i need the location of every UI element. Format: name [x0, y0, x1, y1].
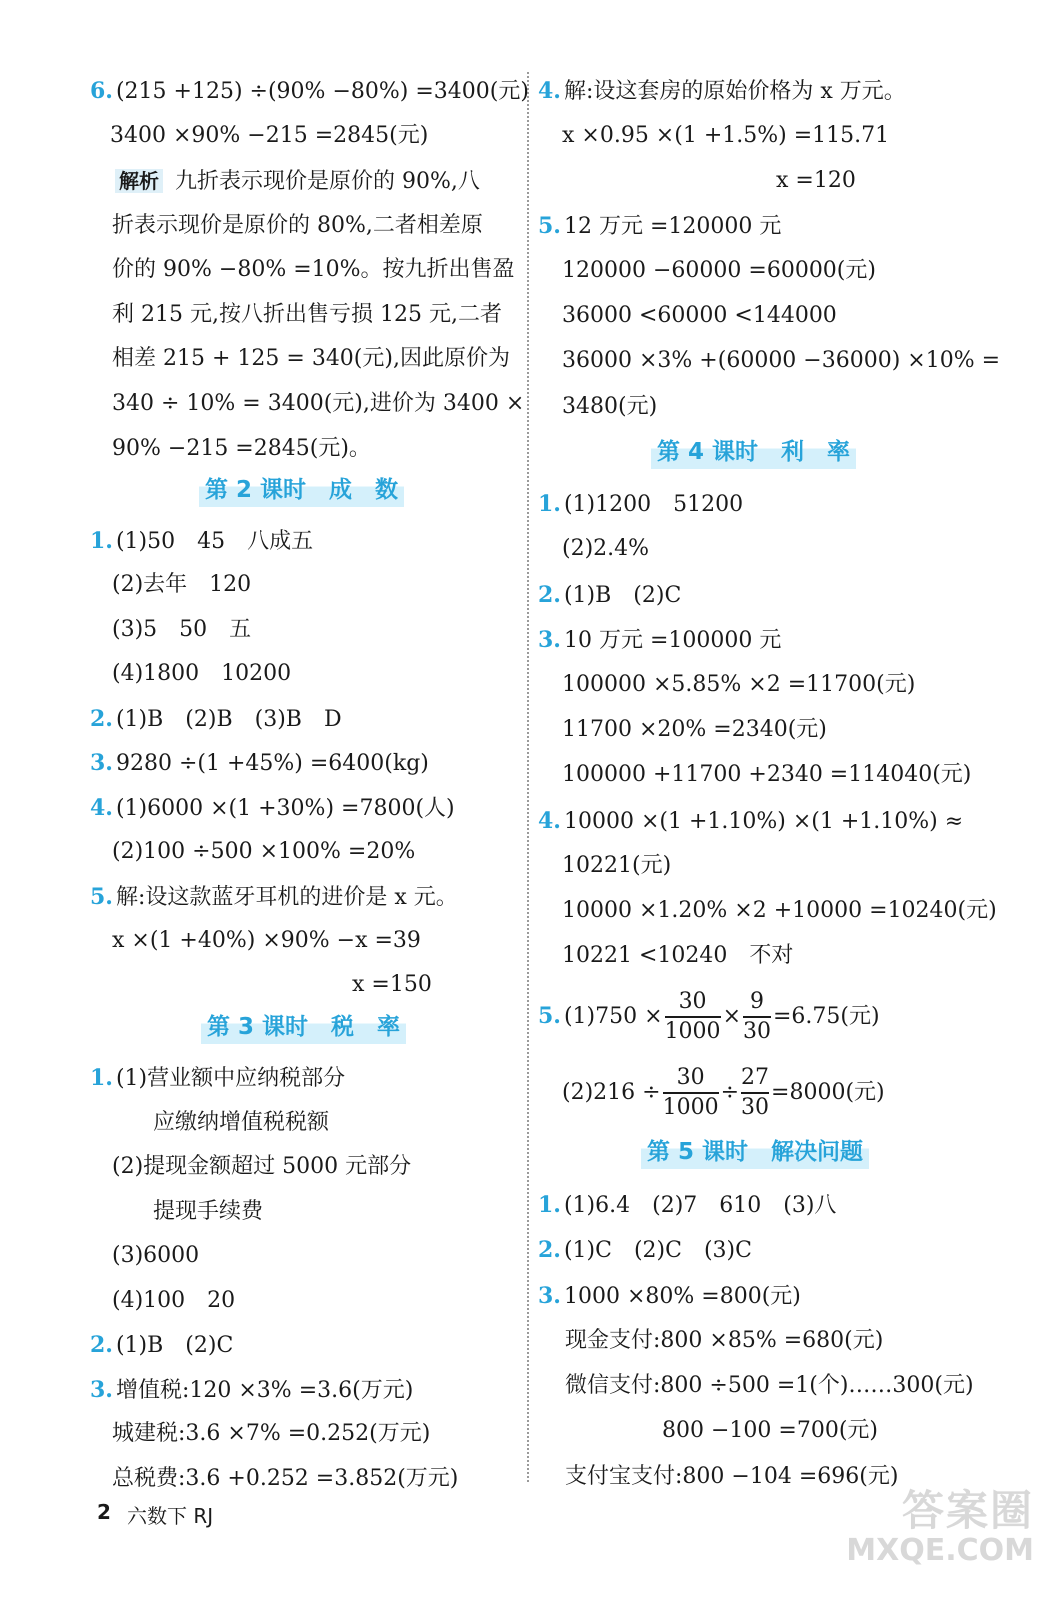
answer-line	[562, 534, 649, 564]
line-text: (2)100 ÷500 ×100% =20%	[112, 839, 416, 864]
question-number: 3.	[538, 627, 561, 653]
line-text: 11700 ×20% =2340(元)	[562, 717, 827, 742]
line-text: (1)营业额中应纳税部分	[115, 1066, 346, 1091]
line-text: (3)6000	[112, 1243, 200, 1268]
question-line	[538, 625, 781, 656]
line-text: (215 +125) ÷(90% −80%) =3400(元)	[115, 79, 529, 104]
question-line	[538, 580, 681, 611]
line-text: 1000 ×80% =800(元)	[563, 1284, 801, 1309]
denominator: 30	[741, 1092, 769, 1122]
answer-line	[112, 659, 291, 689]
section-title: 第 3 课时 税 率	[201, 1010, 406, 1044]
fraction	[741, 1064, 769, 1122]
numerator: 9	[750, 989, 764, 1014]
book-label: 六数下 RJ	[127, 1504, 214, 1528]
line-text: 90% −215 =2845(元)。	[112, 436, 371, 461]
answer-line	[562, 301, 837, 331]
line-text: 10 万元 =100000 元	[563, 628, 782, 653]
line-text: 现金支付:800 ×85% =680(元)	[565, 1328, 884, 1353]
denominator: 30	[743, 1016, 771, 1046]
question-number: 1.	[90, 528, 113, 554]
line-text: (2)去年 120	[112, 572, 252, 597]
column-divider	[527, 72, 529, 1482]
question-number: 4.	[538, 808, 561, 834]
line-text: 10000 ×(1 +1.10%) ×(1 +1.10%) ≈	[563, 809, 964, 834]
question-line	[90, 1063, 345, 1094]
answer-line	[562, 760, 971, 790]
answer-line	[112, 255, 515, 285]
question-number: 3.	[90, 750, 113, 776]
question-number: 5.	[90, 884, 113, 910]
line-text: 9280 ÷(1 +45%) =6400(kg)	[115, 751, 429, 776]
answer-line	[662, 1416, 878, 1446]
denominator: 1000	[665, 1016, 721, 1046]
line-text: (1)B (2)C	[563, 583, 682, 608]
line-text: 支付宝支付:800 −104 =696(元)	[565, 1464, 899, 1489]
line-text: (1)6000 ×(1 +30%) =7800(人)	[115, 796, 455, 821]
answer-line	[153, 1197, 263, 1227]
answer-line	[112, 211, 483, 241]
expression-part: =8000(元)	[771, 1080, 885, 1105]
line-text: (2)提现金额超过 5000 元部分	[112, 1154, 412, 1179]
answer-line	[112, 837, 415, 867]
answer-line	[565, 1371, 974, 1401]
question-number: 1.	[538, 1192, 561, 1218]
line-text: (1)C (2)C (3)C	[563, 1238, 752, 1263]
fraction-line	[562, 1063, 885, 1123]
line-text: 应缴纳增值税税额	[153, 1110, 330, 1135]
line-text: 36000 <60000 <144000	[562, 303, 837, 328]
fraction	[743, 988, 771, 1046]
answer-line	[562, 896, 997, 926]
line-text: 100000 +11700 +2340 =114040(元)	[562, 762, 972, 787]
line-text: 340 ÷ 10% = 3400(元),进价为 3400 ×	[112, 391, 525, 416]
analysis-tag: 解析	[115, 169, 163, 193]
answer-line	[115, 166, 480, 197]
question-line	[90, 882, 458, 913]
section-title: 第 5 课时 解决问题	[641, 1135, 869, 1169]
line-text: (1)50 45 八成五	[115, 529, 314, 554]
answer-line	[562, 256, 876, 286]
line-text: 36000 ×3% +(60000 −36000) ×10% =	[562, 348, 1001, 373]
question-line	[538, 489, 743, 520]
expression-part: (2)216 ÷	[562, 1080, 661, 1105]
operator: ÷	[720, 1080, 740, 1105]
question-line	[538, 1235, 752, 1266]
numerator: 30	[678, 989, 707, 1014]
answer-line	[112, 570, 251, 600]
line-text: 3480(元)	[562, 394, 658, 419]
answer-line	[562, 121, 889, 151]
answer-line	[776, 166, 856, 196]
question-line	[90, 704, 342, 735]
line-text: (2)2.4%	[562, 536, 650, 561]
question-line	[90, 793, 455, 824]
answer-line	[562, 670, 915, 700]
answer-line	[112, 300, 502, 330]
line-text: x =120	[776, 168, 856, 193]
line-text: 折表示现价是原价的 80%,二者相差原	[112, 213, 483, 238]
answer-line	[112, 434, 371, 464]
line-text: 12 万元 =120000 元	[563, 214, 782, 239]
answer-line	[562, 941, 793, 971]
line-text: 九折表示现价是原价的 90%,八	[175, 169, 480, 194]
line-text: 800 −100 =700(元)	[662, 1418, 878, 1443]
line-text: 城建税:3.6 ×7% =0.252(万元)	[112, 1421, 431, 1446]
expression-part: =6.75(元)	[773, 1004, 880, 1029]
answer-line	[153, 1108, 329, 1138]
question-line	[538, 211, 781, 242]
line-text: 120000 −60000 =60000(元)	[562, 258, 876, 283]
line-text: (1)1200 51200	[563, 492, 744, 517]
line-text: 提现手续费	[153, 1199, 264, 1224]
line-text: (3)5 50 五	[112, 617, 252, 642]
answer-line	[565, 1462, 898, 1492]
line-text: 10221 <10240 不对	[562, 943, 794, 968]
question-line	[538, 1281, 801, 1312]
answer-line	[110, 121, 428, 151]
line-text: 增值税:120 ×3% =3.6(万元)	[115, 1378, 414, 1403]
question-number: 4.	[538, 78, 561, 104]
numerator: 30	[676, 1065, 705, 1090]
answer-line	[112, 344, 510, 374]
answer-line	[565, 1326, 883, 1356]
line-text: x ×(1 +40%) ×90% −x =39	[112, 928, 421, 953]
answer-line	[112, 1464, 458, 1494]
answer-line	[112, 615, 251, 645]
line-text: (4)1800 10200	[112, 661, 292, 686]
answer-line	[112, 926, 421, 956]
answer-line	[112, 1419, 430, 1449]
question-number: 2.	[538, 582, 561, 608]
question-number: 3.	[90, 1377, 113, 1403]
question-line	[538, 1190, 836, 1221]
line-text: 10221(元)	[562, 853, 672, 878]
numerator: 27	[741, 1065, 770, 1090]
denominator: 1000	[663, 1092, 719, 1122]
answer-line	[112, 389, 524, 419]
fraction	[663, 1064, 719, 1122]
question-line	[90, 1375, 413, 1406]
line-text: 利 215 元,按八折出售亏损 125 元,二者	[112, 302, 502, 327]
line-text: 微信支付:800 ÷500 =1(个)……300(元)	[565, 1373, 974, 1398]
line-text: 相差 215 + 125 = 340(元),因此原价为	[112, 346, 510, 371]
question-number: 4.	[90, 795, 113, 821]
question-line	[90, 76, 529, 107]
question-number: 2.	[90, 706, 113, 732]
answer-line	[562, 851, 671, 881]
question-line	[538, 76, 906, 107]
question-number: 3.	[538, 1283, 561, 1309]
answer-line	[562, 392, 657, 422]
line-text: (1)B (2)C	[115, 1333, 234, 1358]
line-text: (4)100 20	[112, 1288, 236, 1313]
question-line	[90, 526, 313, 557]
line-text: x =150	[352, 972, 432, 997]
fraction-line	[538, 986, 880, 1047]
question-line	[90, 1330, 233, 1361]
answer-line	[112, 1286, 235, 1316]
page-number: 2	[97, 1500, 111, 1524]
line-text: 3400 ×90% −215 =2845(元)	[110, 123, 429, 148]
answer-line	[562, 715, 827, 745]
line-text: 解:设这款蓝牙耳机的进价是 x 元。	[115, 885, 458, 910]
question-number: 1.	[538, 491, 561, 517]
section-title: 第 2 课时 成 数	[199, 473, 404, 507]
expression-part: (1)750 ×	[563, 1004, 663, 1029]
question-line	[538, 806, 963, 837]
line-text: (1)6.4 (2)7 610 (3)八	[563, 1193, 837, 1218]
answer-line	[112, 1152, 411, 1182]
answer-line	[352, 970, 432, 1000]
question-number: 1.	[90, 1065, 113, 1091]
line-text: 10000 ×1.20% ×2 +10000 =10240(元)	[562, 898, 997, 923]
watermark-text: 答案圈	[901, 1486, 1034, 1535]
answer-line	[112, 1241, 199, 1271]
line-text: 100000 ×5.85% ×2 =11700(元)	[562, 672, 916, 697]
operator: ×	[722, 1004, 741, 1029]
question-number: 5.	[538, 1003, 561, 1029]
line-text: 价的 90% −80% =10%。按九折出售盈	[112, 257, 515, 282]
watermark-url: MXQE.COM	[846, 1533, 1034, 1568]
line-text: x ×0.95 ×(1 +1.5%) =115.71	[562, 123, 890, 148]
question-number: 2.	[90, 1332, 113, 1358]
question-number: 6.	[90, 78, 113, 104]
question-number: 2.	[538, 1237, 561, 1263]
section-title: 第 4 课时 利 率	[651, 435, 856, 469]
answer-line	[562, 346, 1000, 376]
watermark-logo	[846, 1488, 1034, 1568]
question-number: 5.	[538, 213, 561, 239]
fraction	[665, 988, 721, 1046]
line-text: 总税费:3.6 +0.252 =3.852(万元)	[112, 1466, 459, 1491]
line-text: (1)B (2)B (3)B D	[115, 707, 342, 732]
question-line	[90, 748, 429, 779]
line-text: 解:设这套房的原始价格为 x 万元。	[563, 79, 906, 104]
